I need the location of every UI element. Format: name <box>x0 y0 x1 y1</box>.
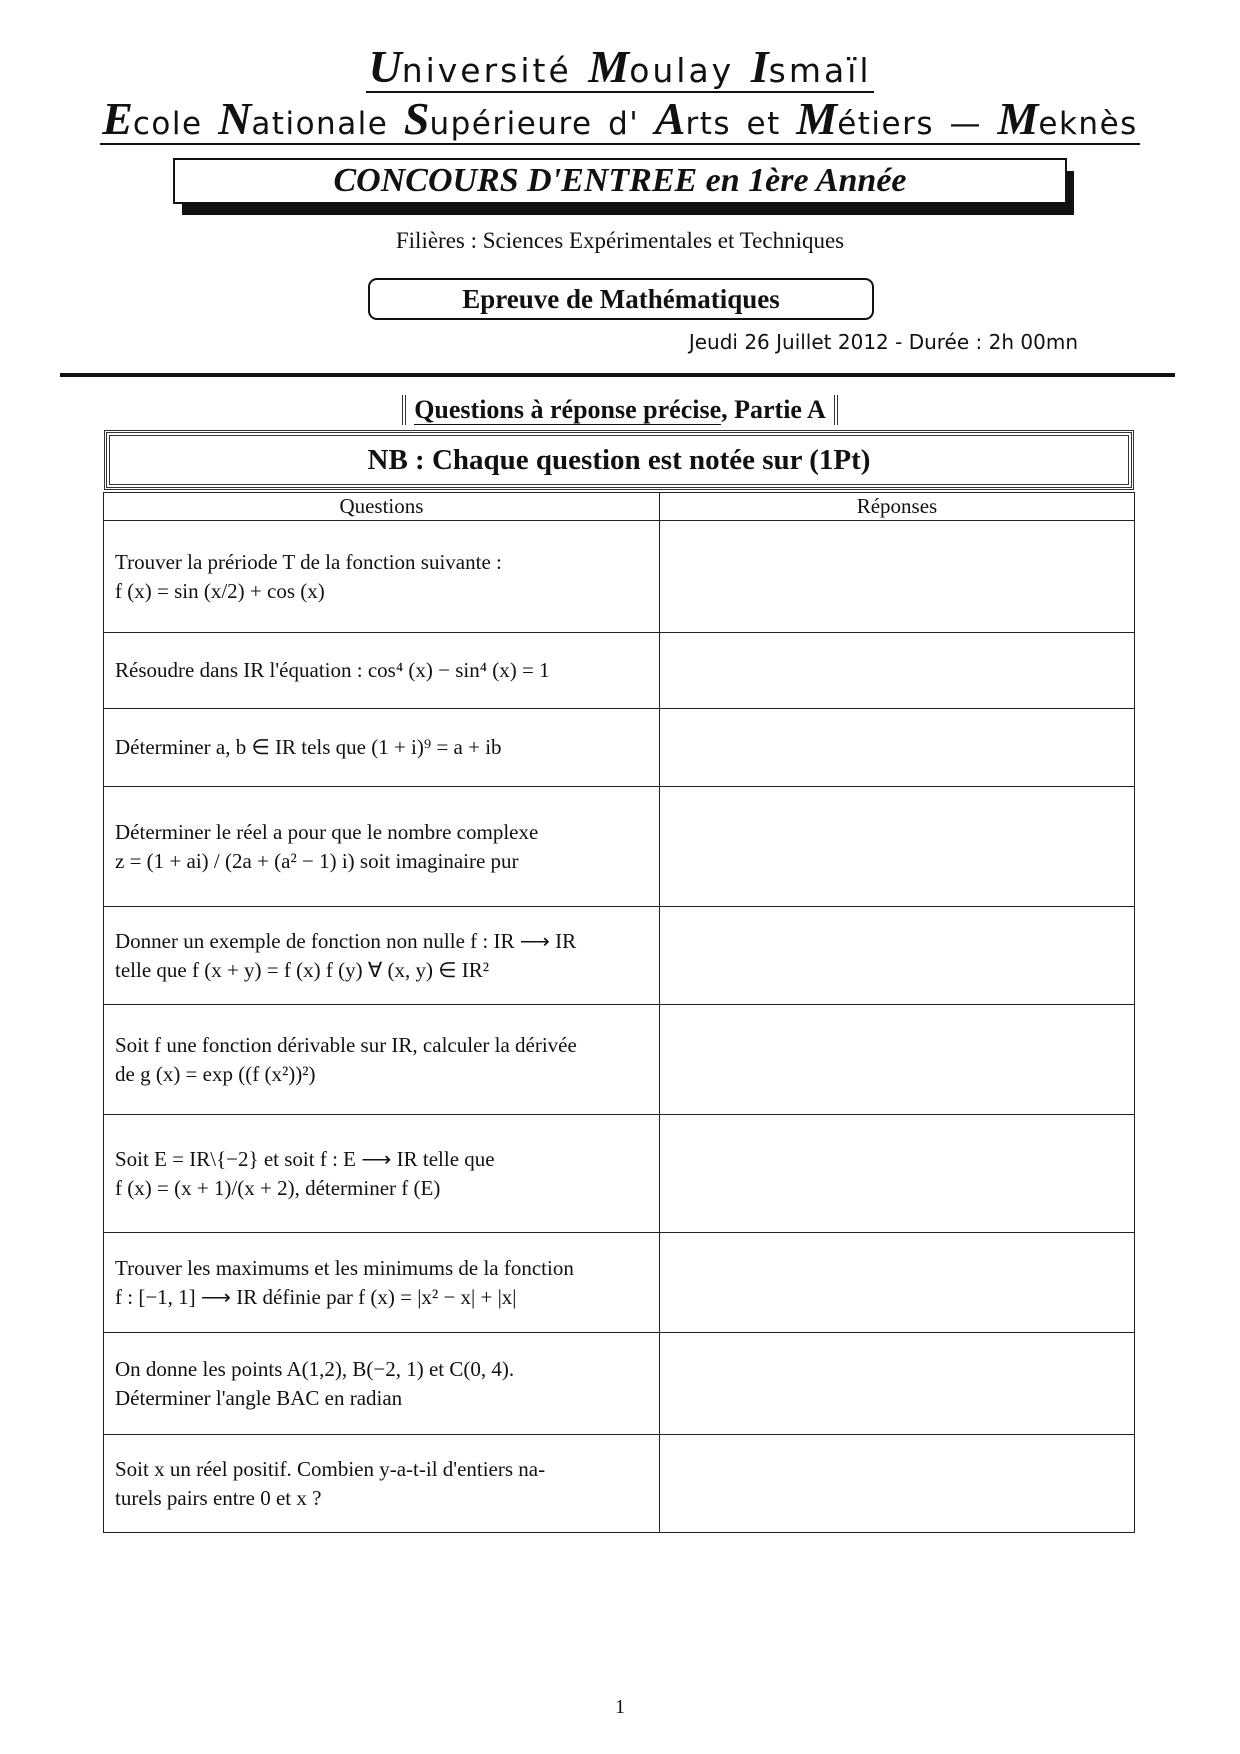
answer-cell[interactable] <box>659 1233 1134 1333</box>
question-line: On donne les points A(1,2), B(−2, 1) et C(0, 4). <box>115 1356 515 1381</box>
header-word <box>747 106 781 142</box>
word-rest: upérieure <box>429 106 593 142</box>
question-row <box>104 1233 1135 1333</box>
question-cell <box>104 1333 660 1435</box>
exam-date-duration: Jeudi 26 Juillet 2012 - Durée : 2h 00mn <box>688 330 1078 354</box>
question-row <box>104 907 1135 1005</box>
word-rest: et <box>746 106 781 142</box>
question-line: f (x) = sin (x/2) + cos (x) <box>115 578 325 603</box>
column-header-responses: Réponses <box>659 493 1134 521</box>
question-cell <box>104 1233 660 1333</box>
page-number: 1 <box>615 1696 625 1718</box>
question-cell <box>104 907 660 1005</box>
initial-capital: M <box>997 93 1039 144</box>
table-header-row <box>104 493 1135 521</box>
question-row <box>104 521 1135 633</box>
word-rest: smaïl <box>768 51 872 90</box>
word-rest: eknès <box>1038 106 1138 142</box>
questions-table <box>103 492 1135 1533</box>
question-line: Soit f une fonction dérivable sur IR, calculer la dérivée <box>115 1032 577 1057</box>
question-row <box>104 1005 1135 1115</box>
answer-cell[interactable] <box>659 1115 1134 1233</box>
question-cell <box>104 787 660 907</box>
initial-capital: U <box>368 41 402 92</box>
question-row <box>104 709 1135 787</box>
question-line: z = (1 + ai) / (2a + (a² − 1) i) soit imaginaire pur <box>115 848 519 873</box>
initial-capital: I <box>750 41 769 92</box>
word-rest: niversité <box>401 51 572 90</box>
question-line: Donner un exemple de fonction non nulle f : IR ⟶ IR <box>115 928 577 953</box>
header-word <box>403 93 593 144</box>
school-name <box>0 93 1240 145</box>
question-line: Déterminer le réel a pour que le nombre complexe <box>115 819 539 844</box>
word-rest: ationale <box>251 106 389 142</box>
answer-cell[interactable] <box>659 1005 1134 1115</box>
question-row <box>104 1115 1135 1233</box>
question-line: telle que f (x + y) = f (x) f (y) ∀ (x, y) ∈ IR² <box>115 957 490 982</box>
university-name <box>0 41 1240 93</box>
word-rest: rts <box>685 106 732 142</box>
answer-cell[interactable] <box>659 709 1134 787</box>
question-line: f (x) = (x + 1)/(x + 2), déterminer f (E) <box>115 1175 441 1200</box>
section-title-separator: , <box>721 395 735 424</box>
column-header-questions: Questions <box>104 493 660 521</box>
question-row <box>104 633 1135 709</box>
question-cell <box>104 1005 660 1115</box>
word-rest: oulay <box>629 51 735 90</box>
question-row <box>104 787 1135 907</box>
header-word <box>218 93 389 144</box>
header-word <box>796 93 934 144</box>
header-word <box>588 41 735 92</box>
initial-capital: S <box>403 93 430 144</box>
question-cell <box>104 1115 660 1233</box>
epreuve-title: Epreuve de Mathématiques <box>368 278 874 320</box>
question-line: Résoudre dans IR l'équation : cos⁴ (x) − sin⁴ (x) = 1 <box>115 658 550 682</box>
filieres-line: Filières : Sciences Expérimentales et Techniques <box>395 228 845 253</box>
answer-cell[interactable] <box>659 787 1134 907</box>
header-word <box>654 93 732 144</box>
initial-capital: M <box>796 93 838 144</box>
initial-capital: N <box>218 93 252 144</box>
question-cell <box>104 1435 660 1533</box>
question-row <box>104 1435 1135 1533</box>
header-word <box>368 41 572 92</box>
question-line: Déterminer a, b ∈ IR tels que (1 + i)⁹ = a + ib <box>115 735 502 759</box>
concours-title: CONCOURS D'ENTREE en 1ère Année <box>173 158 1067 204</box>
question-cell <box>104 633 660 709</box>
header-word <box>950 106 983 142</box>
question-row <box>104 1333 1135 1435</box>
header-word <box>750 41 872 92</box>
answer-cell[interactable] <box>659 1333 1134 1435</box>
question-line: Trouver la prériode T de la fonction suivante : <box>115 549 502 574</box>
question-line: Trouver les maximums et les minimums de la fonction <box>115 1255 574 1280</box>
header-divider <box>60 373 1175 377</box>
answer-cell[interactable] <box>659 633 1134 709</box>
word-rest: cole <box>132 106 203 142</box>
header-word <box>608 106 639 142</box>
nb-note: NB : Chaque question est notée sur (1Pt) <box>109 435 1129 485</box>
initial-capital: A <box>654 93 686 144</box>
question-line: f : [−1, 1] ⟶ IR définie par f (x) = |x² − x| + |x| <box>115 1284 517 1309</box>
initial-capital: E <box>102 93 133 144</box>
question-cell <box>104 521 660 633</box>
question-line: Soit x un réel positif. Combien y-a-t-il d'entiers na- <box>115 1456 546 1481</box>
question-line: de g (x) = exp ((f (x²))²) <box>115 1061 316 1086</box>
section-title-main: Questions à réponse précise <box>414 395 722 424</box>
question-cell <box>104 709 660 787</box>
section-part: Partie A <box>734 395 826 424</box>
answer-cell[interactable] <box>659 521 1134 633</box>
word-rest: — <box>949 106 982 142</box>
section-title <box>0 395 1240 425</box>
answer-cell[interactable] <box>659 1435 1134 1533</box>
question-line: Soit E = IR\{−2} et soit f : E ⟶ IR telle que <box>115 1146 495 1171</box>
question-line: turels pairs entre 0 et x ? <box>115 1485 322 1510</box>
answer-cell[interactable] <box>659 907 1134 1005</box>
question-line: Déterminer l'angle BAC en radian <box>115 1385 403 1410</box>
word-rest: étiers <box>837 106 934 142</box>
questions-body <box>104 521 1135 1533</box>
word-rest: d' <box>608 106 640 142</box>
header-word <box>997 93 1138 144</box>
header-word <box>102 93 203 144</box>
initial-capital: M <box>588 41 630 92</box>
